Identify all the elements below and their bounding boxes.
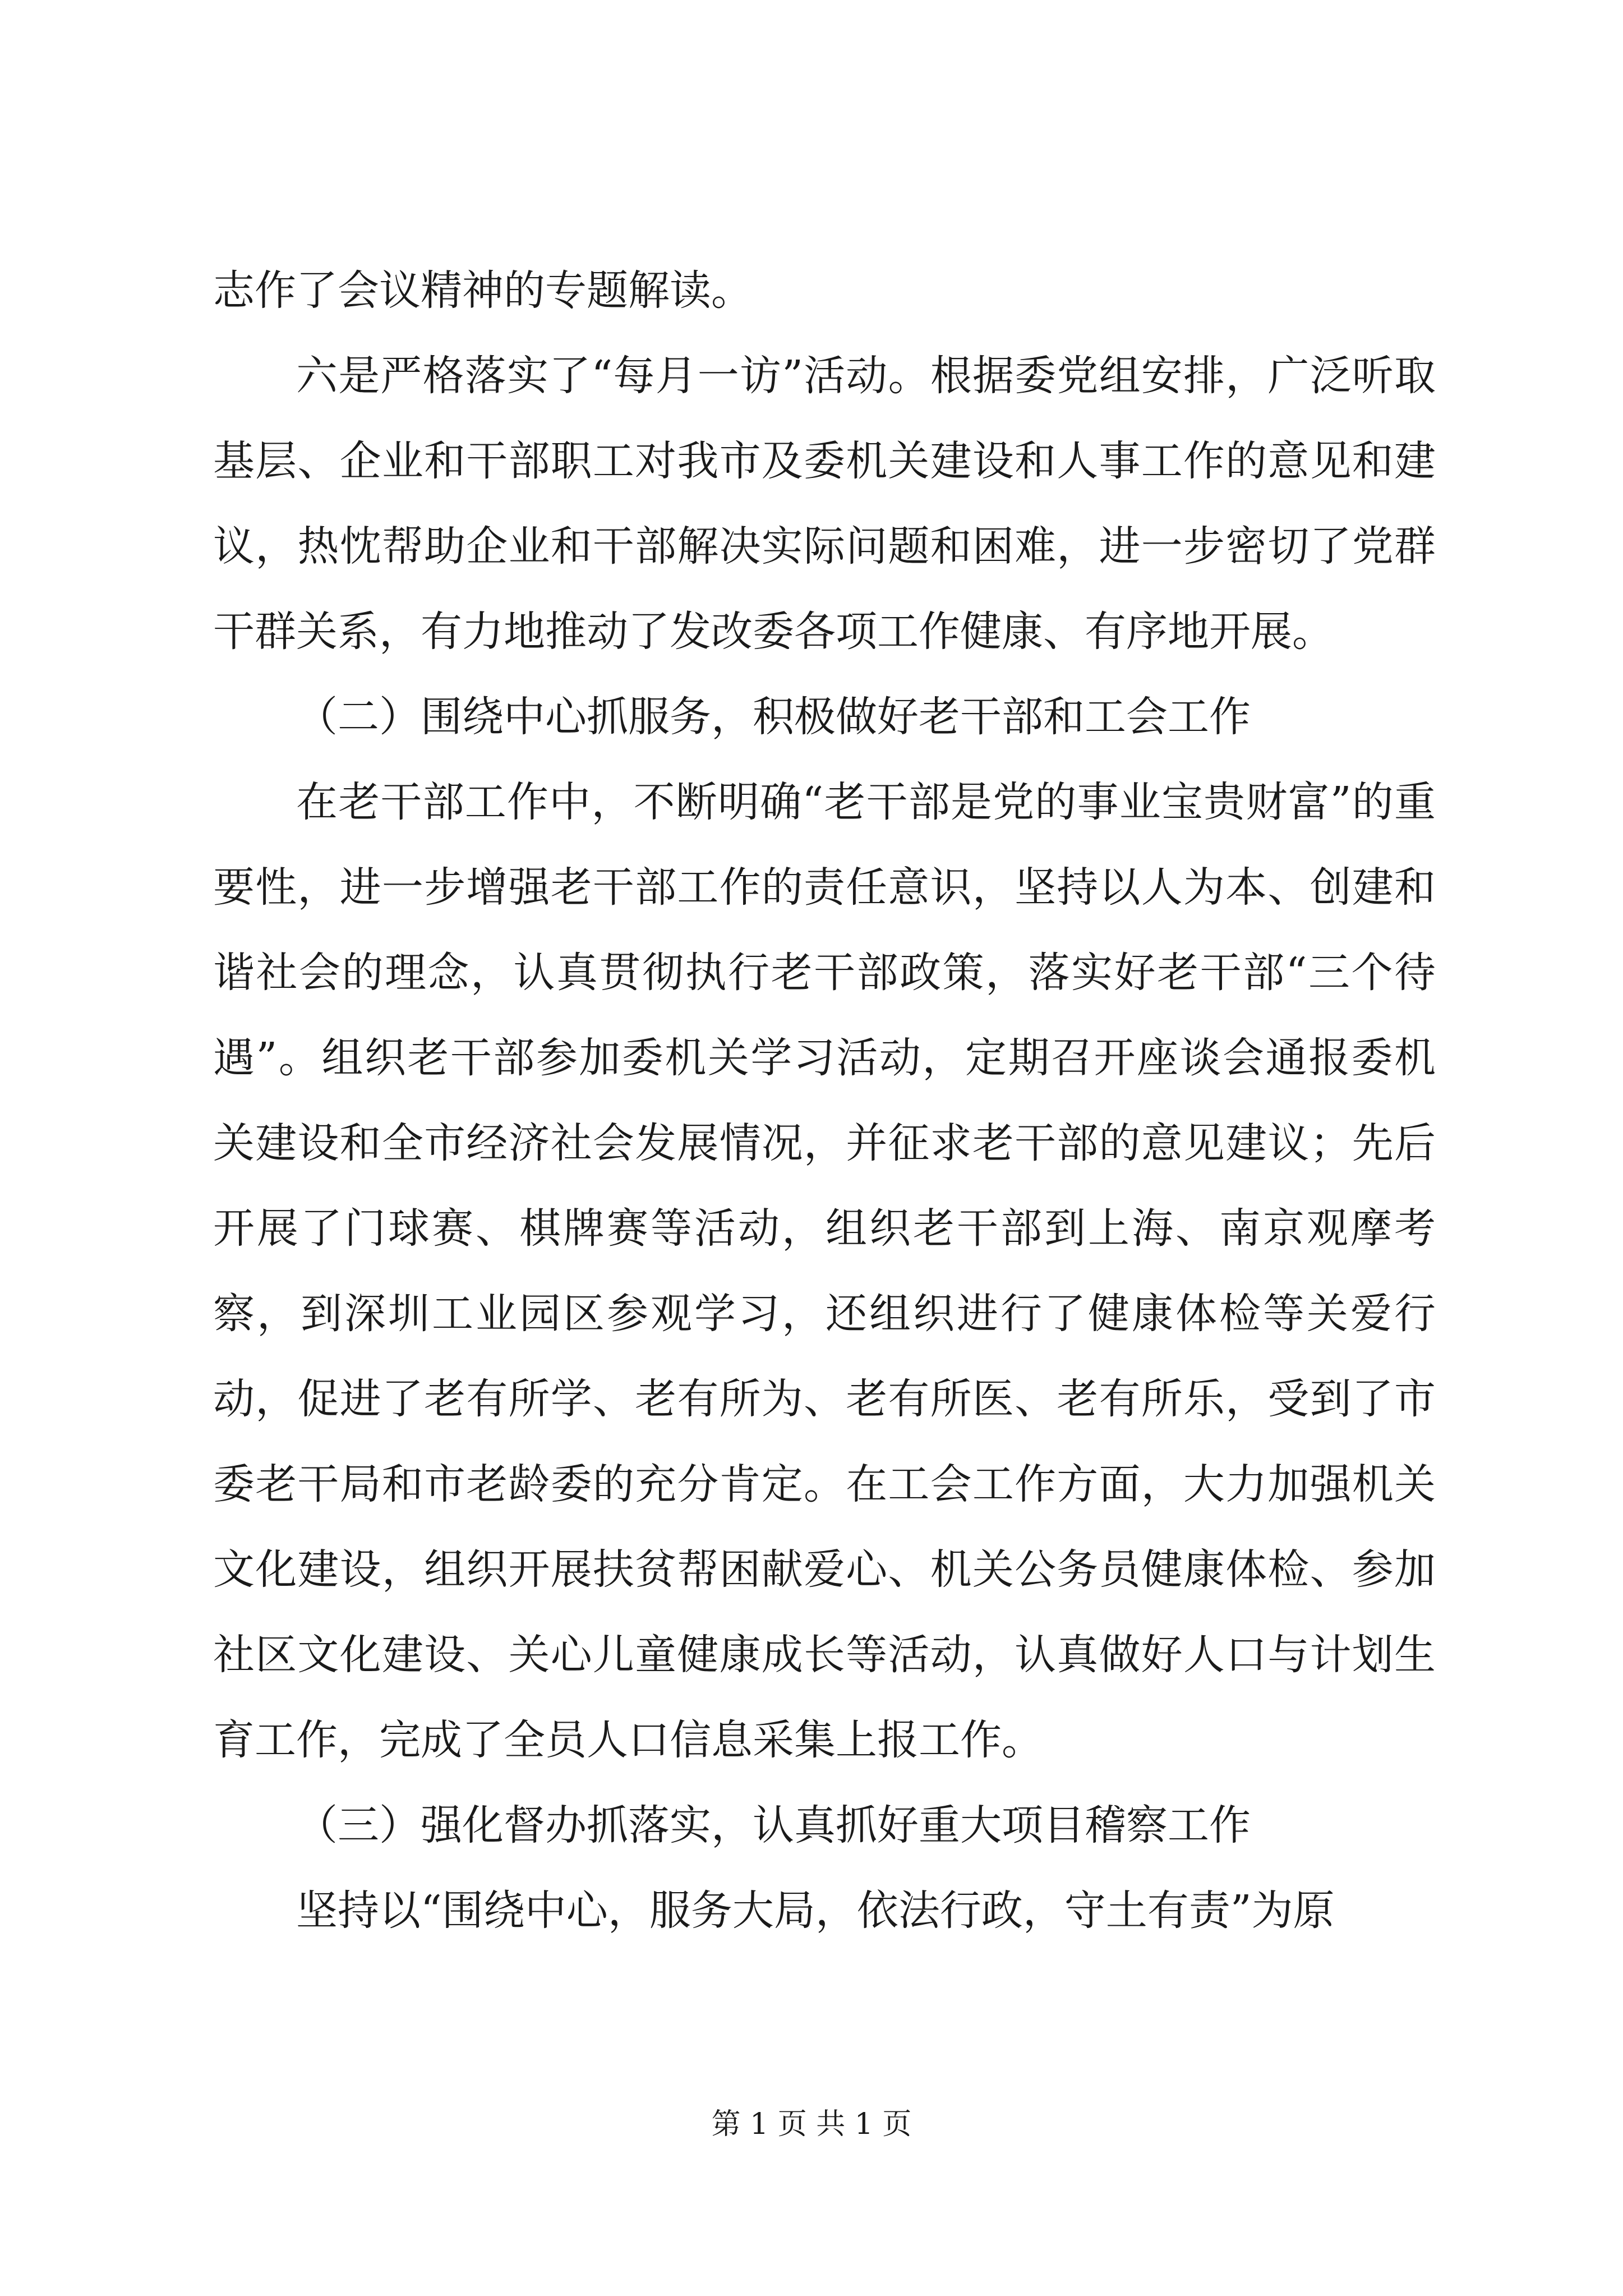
section-heading-three: （三）强化督办抓落实，认真抓好重大项目稽察工作 [296,1801,1251,1849]
paragraph-supervision: 坚持以“围绕中心，服务大局，依法行政，守土有责”为原 [296,1887,1335,1935]
page-footer: 第 1 页 共 1 页 [711,2108,912,2141]
document-body [213,248,1436,1953]
section-heading-two: （二）围绕中心抓服务，积极做好老干部和工会工作 [296,693,1251,741]
paragraph-veteran-cadres: 在老干部工作中，不断明确“老干部是党的事业宝贵财富”的重要性，进一步增强老干部工作的责任意识，坚持以人为本、创建和谐社会的理念，认真贯彻执行老干部政策，落实好老干部“三个待遇”。组织老干部参加委机关学习活动，定期召开座谈会通报委机关建设和全市经济社会发展情况，并征求老干部的意见建议；先后开展了门球赛、棋牌赛等活动，组织老干部到上海、南京观摩考察，到深圳工业园区参观学习，还组织进行了健康体检等关爱行动，促进了老有所学、老有所为、老有所医、老有所乐，受到了市委老干局和市老龄委的充分肯定。在工会工作方面，大力加强机关文化建设，组织开展扶贫帮困献爱心、机关公务员健康体检、参加社区文化建设、关心儿童健康成长等活动，认真做好人口与计划生育工作，完成了全员人口信息采集上报工作。 [213,778,1436,1764]
paragraph-continuation: 志作了会议精神的专题解读。 [213,266,753,315]
paragraph-monthly-visit: 六是严格落实了“每月一访”活动。根据委党组安排，广泛听取基层、企业和干部职工对我市及委机关建设和人事工作的意见和建议，热忱帮助企业和干部解决实际问题和困难，进一步密切了党群干群关系，有力地推动了发改委各项工作健康、有序地开展。 [213,352,1436,656]
